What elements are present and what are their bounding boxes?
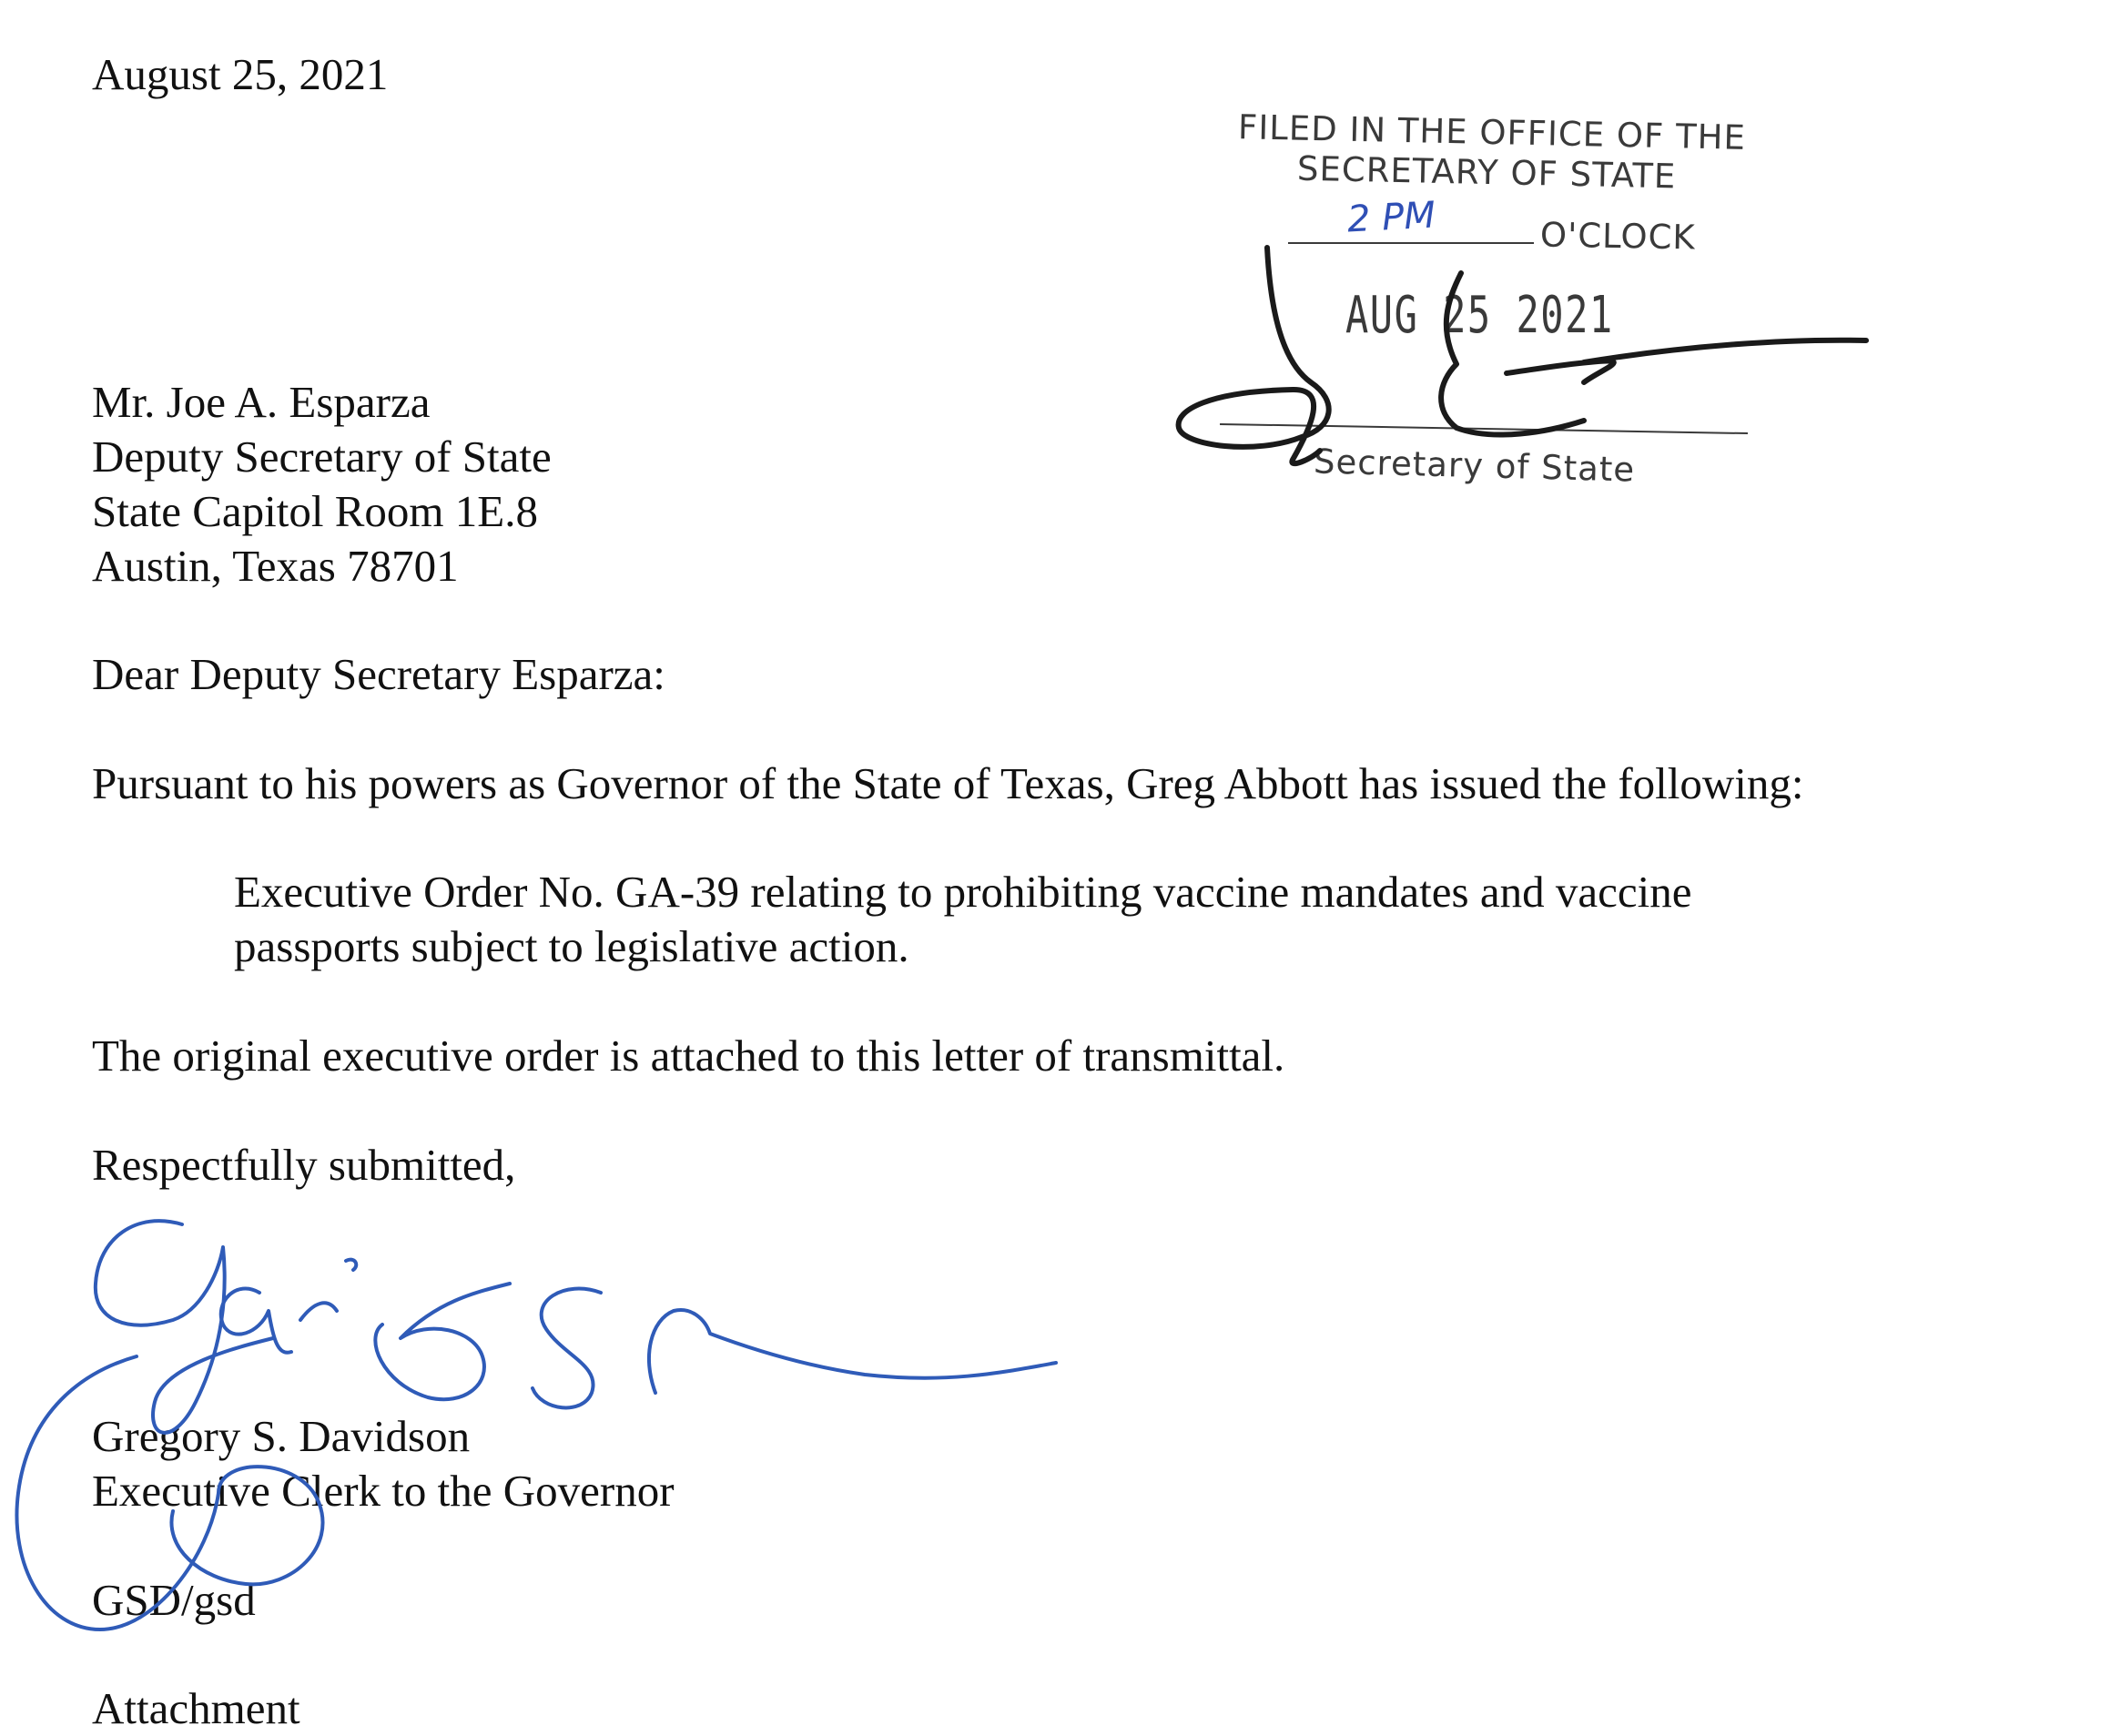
- recipient-name: Mr. Joe A. Esparza: [92, 377, 431, 427]
- attachment-note: The original executive order is attached to this letter of transmittal.: [92, 1030, 1285, 1081]
- initials: GSD/gsd: [92, 1575, 256, 1625]
- order-line-2: passports subject to legislative action.: [234, 921, 909, 971]
- stamp-date: AUG 25 2021: [1345, 286, 1614, 345]
- enclosure-line: Attachment: [92, 1683, 300, 1733]
- handwritten-time: 2 PM: [1345, 194, 1436, 241]
- recipient-city: Austin, Texas 78701: [92, 541, 459, 591]
- intro-paragraph: Pursuant to his powers as Governor of the State of Texas, Greg Abbott has issued the following:: [92, 758, 1804, 808]
- signer-title: Executive Clerk to the Governor: [92, 1466, 675, 1516]
- letter-date: August 25, 2021: [92, 49, 389, 99]
- filing-stamp: [1165, 107, 1857, 508]
- stamp-footer: Secretary of State: [1313, 442, 1636, 490]
- stamp-signature-line: [1220, 423, 1748, 434]
- stamp-line-1: FILED IN THE OFFICE OF THE: [1237, 107, 1747, 157]
- closing: Respectfully submitted,: [92, 1140, 516, 1190]
- order-line-1: Executive Order No. GA-39 relating to prohibiting vaccine mandates and vaccine: [234, 867, 1692, 917]
- stamp-clock-label: O'CLOCK: [1539, 215, 1697, 258]
- signer-name: Gregory S. Davidson: [92, 1411, 471, 1461]
- recipient-title: Deputy Secretary of State: [92, 431, 552, 482]
- salutation: Dear Deputy Secretary Esparza:: [92, 649, 665, 699]
- stamp-line-2: SECRETARY OF STATE: [1296, 148, 1677, 197]
- time-underline: [1288, 242, 1534, 244]
- recipient-address: State Capitol Room 1E.8: [92, 486, 538, 536]
